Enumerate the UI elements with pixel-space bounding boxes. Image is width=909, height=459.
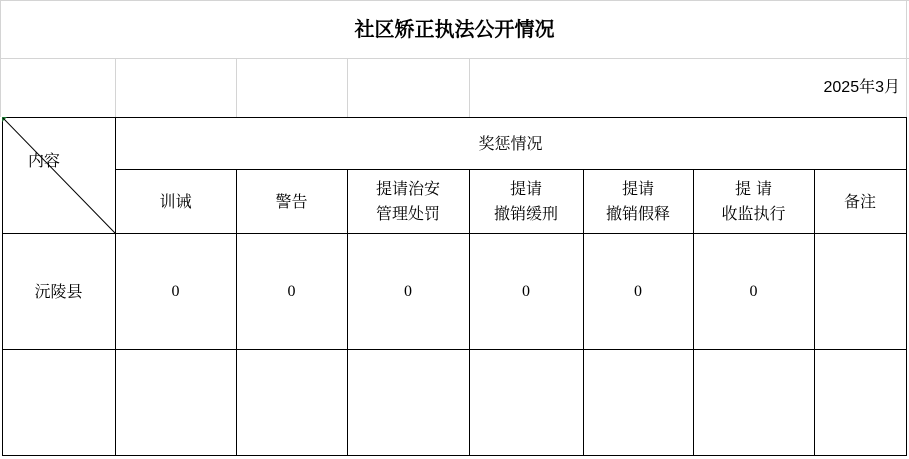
table-cell: 0 bbox=[287, 282, 296, 300]
column-header bbox=[115, 169, 236, 233]
gridline bbox=[115, 58, 116, 117]
table-cell: 0 bbox=[404, 282, 412, 300]
column-header-line: 撤销缓刑 bbox=[493, 204, 558, 223]
column-header-line: 警告 bbox=[275, 191, 308, 211]
table-cell bbox=[693, 349, 814, 455]
column-header bbox=[583, 169, 693, 233]
table-cell bbox=[583, 349, 693, 455]
table-border bbox=[2, 455, 907, 456]
table-cell bbox=[814, 349, 906, 455]
table-cell bbox=[236, 349, 347, 455]
column-header-line: 备注 bbox=[843, 191, 876, 211]
column-header bbox=[469, 169, 583, 233]
table-border bbox=[906, 117, 907, 456]
column-header bbox=[693, 169, 814, 233]
report-date: 2025年3月 bbox=[823, 79, 900, 96]
column-header-line: 提请 bbox=[509, 179, 542, 198]
column-header-line: 训诫 bbox=[159, 191, 192, 211]
group-header: 奖惩情况 bbox=[478, 133, 543, 153]
table-cell: 0 bbox=[749, 282, 758, 300]
table-cell bbox=[347, 349, 469, 455]
row-label: 沅陵县 bbox=[34, 281, 83, 301]
column-header-line: 撤销假释 bbox=[605, 204, 670, 223]
table-cell: 0 bbox=[522, 282, 530, 300]
table-cell: 0 bbox=[634, 282, 642, 300]
column-header-line: 提请 bbox=[621, 179, 654, 198]
gridline bbox=[347, 58, 348, 117]
column-header-line: 收监执行 bbox=[721, 204, 786, 223]
table-cell: 0 bbox=[171, 282, 180, 300]
column-header-line: 提 请 bbox=[734, 179, 773, 198]
page-title: 社区矫正执法公开情况 bbox=[354, 16, 555, 41]
column-header bbox=[814, 169, 906, 233]
table-cell bbox=[469, 349, 583, 455]
corner-label: 内容 bbox=[28, 150, 61, 170]
table-cell bbox=[115, 349, 236, 455]
column-header bbox=[236, 169, 347, 233]
column-header-line: 提请治安 bbox=[375, 179, 440, 198]
table-cell bbox=[814, 233, 906, 349]
column-header bbox=[347, 169, 469, 233]
column-header-line: 管理处罚 bbox=[375, 204, 440, 223]
gridline bbox=[236, 58, 237, 117]
corner-diagonal bbox=[2, 117, 116, 234]
row-label bbox=[2, 349, 115, 455]
